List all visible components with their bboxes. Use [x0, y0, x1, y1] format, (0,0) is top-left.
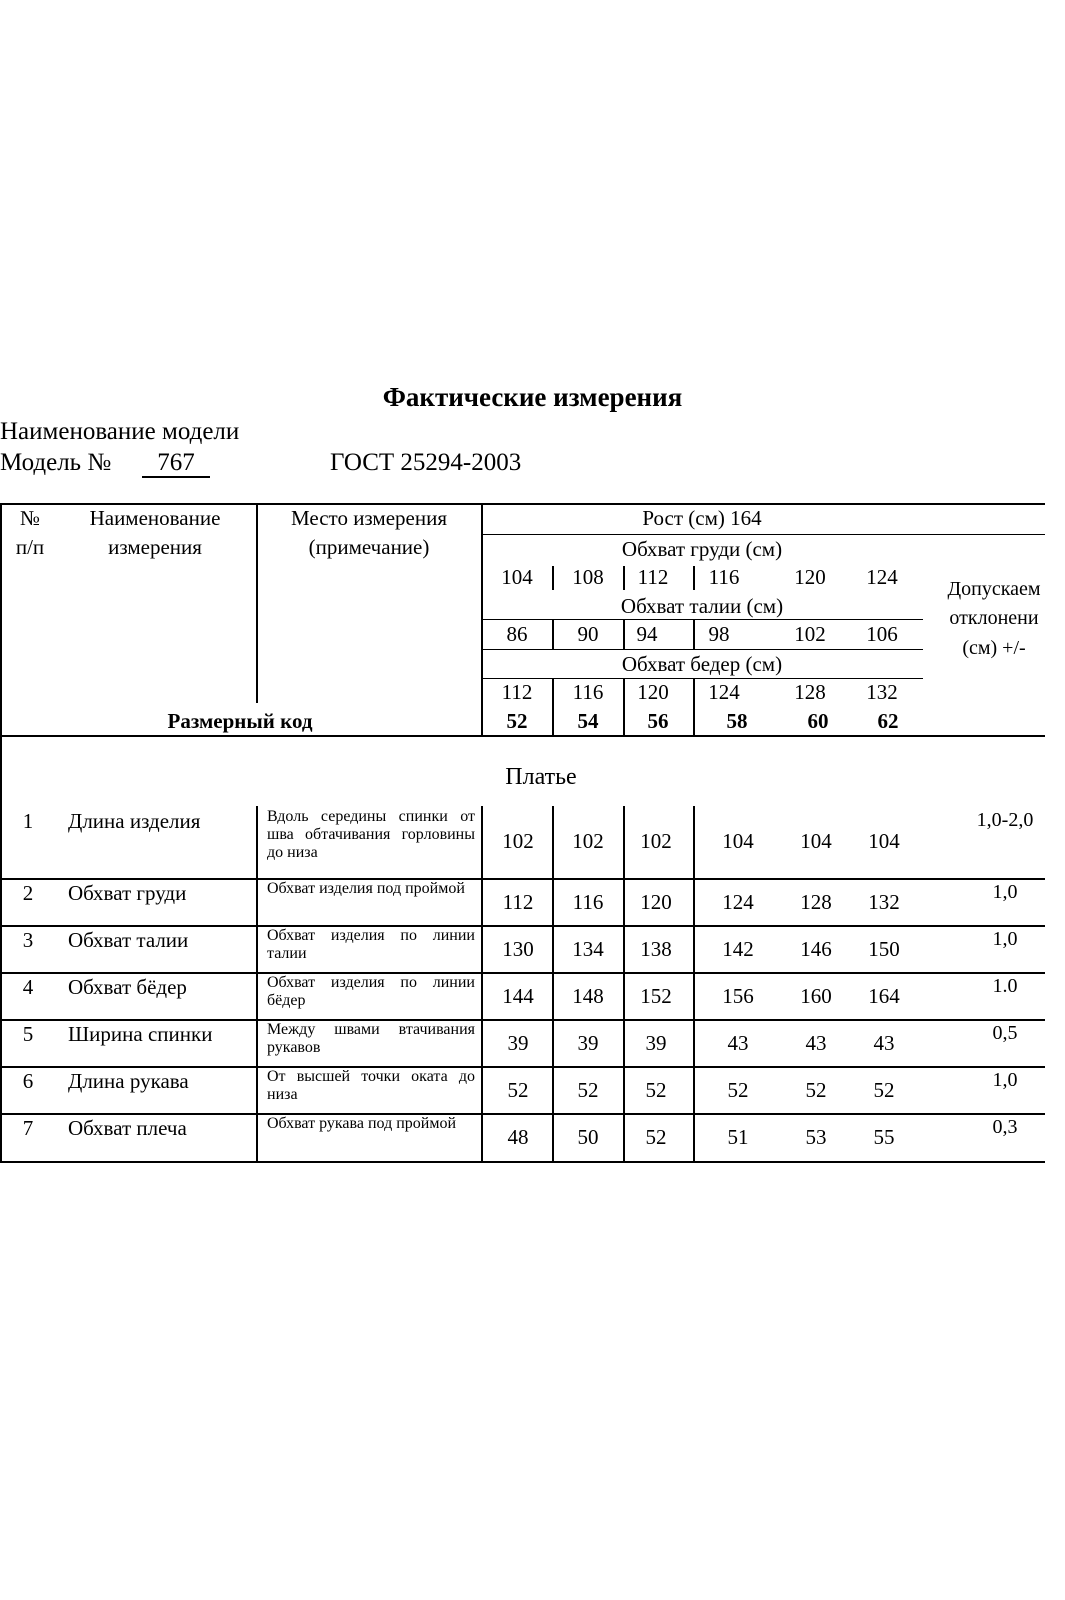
size-code-value: 60 — [807, 709, 829, 733]
header-name-line2: измерения — [108, 535, 202, 559]
gost-standard: ГОСТ 25294-2003 — [330, 449, 522, 476]
chest-value: 112 — [637, 565, 669, 589]
row-measurement-name: Длина изделия — [68, 809, 201, 833]
row-border — [0, 1066, 1045, 1068]
waist-value: 86 — [506, 622, 528, 646]
model-name-label: Наименование модели — [0, 418, 240, 445]
column-divider — [623, 972, 625, 1019]
row-measurement-name: Обхват бёдер — [68, 975, 187, 999]
section-label: Платье — [505, 764, 577, 790]
header-number: № — [19, 506, 41, 530]
row-value: 43 — [873, 1031, 895, 1055]
chest-value: 124 — [866, 565, 898, 589]
row-value: 160 — [800, 984, 832, 1008]
column-divider — [693, 1019, 695, 1066]
row-measurement-place: Обхват рукава под проймой — [267, 1115, 457, 1132]
column-divider — [481, 1113, 483, 1161]
document-title: Фактические измерения — [382, 382, 683, 412]
header-height: Рост (см) 164 — [642, 506, 762, 530]
row-value: 124 — [722, 890, 754, 914]
column-divider — [481, 806, 483, 878]
column-divider — [552, 972, 554, 1019]
row-value: 52 — [873, 1078, 895, 1102]
row-value: 120 — [640, 890, 672, 914]
header-divider-name — [256, 503, 258, 703]
model-number: 767 — [142, 449, 210, 478]
row-border — [0, 1113, 1045, 1115]
row-value: 43 — [805, 1031, 827, 1055]
header-pp: п/п — [15, 535, 45, 559]
row-measurement-name: Ширина спинки — [68, 1022, 213, 1046]
row-value: 134 — [572, 937, 604, 961]
row-value: 50 — [577, 1125, 599, 1149]
row-border — [0, 972, 1045, 974]
size-code-value: 54 — [577, 709, 599, 733]
row-value: 39 — [507, 1031, 529, 1055]
size-code-label: Размерный код — [167, 709, 313, 733]
row-value: 102 — [640, 829, 672, 853]
column-divider — [481, 1066, 483, 1113]
header-bottom-border — [0, 735, 1045, 737]
column-divider — [481, 925, 483, 972]
row-value: 48 — [507, 1125, 529, 1149]
hips-value: 120 — [637, 680, 669, 704]
hips-value: 116 — [572, 680, 604, 704]
row-number: 2 — [22, 881, 34, 905]
row-value: 43 — [727, 1031, 749, 1055]
row-value: 152 — [640, 984, 672, 1008]
hips-value: 132 — [866, 680, 898, 704]
row-value: 39 — [645, 1031, 667, 1055]
column-divider — [552, 1113, 554, 1161]
column-divider — [256, 1113, 258, 1161]
row-tolerance: 1,0 — [992, 881, 1018, 903]
model-number-label: Модель № — [0, 449, 112, 476]
column-divider — [623, 925, 625, 972]
row-number: 3 — [22, 928, 34, 952]
column-divider — [693, 1113, 695, 1161]
chest-value: 108 — [572, 565, 604, 589]
row-value: 142 — [722, 937, 754, 961]
header-name-line1: Наименование — [89, 506, 221, 530]
size-code-value: 52 — [506, 709, 528, 733]
column-divider — [623, 806, 625, 878]
row-border — [0, 1161, 1045, 1163]
column-divider — [256, 925, 258, 972]
column-divider — [481, 1019, 483, 1066]
row-value: 52 — [727, 1078, 749, 1102]
table-top-border — [0, 503, 1045, 505]
row-value: 164 — [868, 984, 900, 1008]
column-divider — [256, 1066, 258, 1113]
column-divider — [623, 1113, 625, 1161]
chest-value: 116 — [708, 565, 740, 589]
column-divider — [552, 1066, 554, 1113]
row-value: 104 — [868, 829, 900, 853]
row-value: 156 — [722, 984, 754, 1008]
row-value: 116 — [572, 890, 604, 914]
header-waist: Обхват талии (см) — [620, 594, 784, 618]
header-hips: Обхват бедер (см) — [621, 652, 783, 676]
row-tolerance: 1,0-2,0 — [976, 809, 1034, 831]
row-tolerance: 0,3 — [992, 1116, 1018, 1138]
row-value: 52 — [507, 1078, 529, 1102]
column-divider — [693, 972, 695, 1019]
row-measurement-place: Обхват изделия по линии талии — [267, 927, 475, 962]
row-value: 102 — [502, 829, 534, 853]
column-divider — [693, 878, 695, 925]
header-tolerance-line2: отклонени — [949, 607, 1039, 629]
row-value: 144 — [502, 984, 534, 1008]
column-divider — [256, 806, 258, 878]
row-value: 102 — [572, 829, 604, 853]
header-place-line1: Место измерения — [290, 506, 447, 530]
row-value: 53 — [805, 1125, 827, 1149]
header-place-line2: (примечание) — [308, 535, 430, 559]
row-value: 52 — [645, 1078, 667, 1102]
column-divider — [481, 972, 483, 1019]
waist-value: 90 — [577, 622, 599, 646]
row-value: 52 — [805, 1078, 827, 1102]
row-value: 104 — [722, 829, 754, 853]
chest-value: 120 — [794, 565, 826, 589]
row-value: 52 — [645, 1125, 667, 1149]
row-value: 132 — [868, 890, 900, 914]
waist-value: 102 — [794, 622, 826, 646]
column-divider — [552, 1019, 554, 1066]
row-measurement-place: Обхват изделия под проймой — [267, 880, 465, 897]
row-value: 104 — [800, 829, 832, 853]
height-row-border — [481, 534, 1045, 535]
chest-row-border — [481, 619, 923, 620]
row-tolerance: 1,0 — [992, 1069, 1018, 1091]
row-measurement-name: Обхват груди — [68, 881, 187, 905]
column-divider — [256, 972, 258, 1019]
row-measurement-name: Обхват плеча — [68, 1116, 187, 1140]
row-number: 5 — [22, 1022, 34, 1046]
header-tolerance-line3: (см) +/- — [962, 637, 1026, 659]
waist-label-border — [481, 649, 923, 650]
row-value: 39 — [577, 1031, 599, 1055]
chest-value: 104 — [501, 565, 533, 589]
column-divider — [693, 925, 695, 972]
row-tolerance: 0,5 — [992, 1022, 1018, 1044]
row-value: 52 — [577, 1078, 599, 1102]
row-value: 51 — [727, 1125, 749, 1149]
column-divider — [256, 878, 258, 925]
hips-value: 128 — [794, 680, 826, 704]
row-value: 130 — [502, 937, 534, 961]
waist-value: 98 — [708, 622, 730, 646]
header-chest: Обхват груди (см) — [621, 537, 783, 561]
waist-value: 106 — [866, 622, 898, 646]
row-measurement-place: Вдоль середины спинки от шва обтачивания горловины до низа — [267, 808, 475, 861]
size-code-value: 58 — [726, 709, 748, 733]
row-measurement-place: От высшей точки оката до низа — [267, 1068, 475, 1103]
column-divider — [481, 878, 483, 925]
hips-value: 112 — [501, 680, 533, 704]
column-divider — [623, 1019, 625, 1066]
row-measurement-name: Длина рукава — [68, 1069, 189, 1093]
row-number: 1 — [22, 809, 34, 833]
header-tolerance-line1: Допускаем — [947, 578, 1041, 600]
row-measurement-place: Обхват изделия по линии бёдер — [267, 974, 475, 1009]
row-measurement-name: Обхват талии — [68, 928, 189, 952]
row-number: 6 — [22, 1069, 34, 1093]
row-value: 55 — [873, 1125, 895, 1149]
row-tolerance: 1.0 — [992, 975, 1018, 997]
row-measurement-place: Между швами втачивания рукавов — [267, 1021, 475, 1056]
row-border — [0, 1019, 1045, 1021]
column-divider — [552, 806, 554, 878]
row-value: 112 — [502, 890, 534, 914]
column-divider — [623, 878, 625, 925]
size-code-value: 62 — [877, 709, 899, 733]
column-divider — [623, 1066, 625, 1113]
waist-value: 94 — [636, 622, 658, 646]
row-value: 146 — [800, 937, 832, 961]
row-value: 128 — [800, 890, 832, 914]
column-divider — [256, 1019, 258, 1066]
hips-value: 124 — [708, 680, 740, 704]
row-number: 4 — [22, 975, 34, 999]
row-value: 150 — [868, 937, 900, 961]
column-divider — [693, 806, 695, 878]
row-tolerance: 1,0 — [992, 928, 1018, 950]
row-number: 7 — [22, 1116, 34, 1140]
waist-row-border — [481, 678, 923, 679]
row-value: 148 — [572, 984, 604, 1008]
size-code-value: 56 — [647, 709, 669, 733]
row-value: 138 — [640, 937, 672, 961]
column-divider — [552, 925, 554, 972]
row-border — [0, 878, 1045, 880]
row-border — [0, 925, 1045, 927]
column-divider — [552, 878, 554, 925]
column-divider — [693, 1066, 695, 1113]
